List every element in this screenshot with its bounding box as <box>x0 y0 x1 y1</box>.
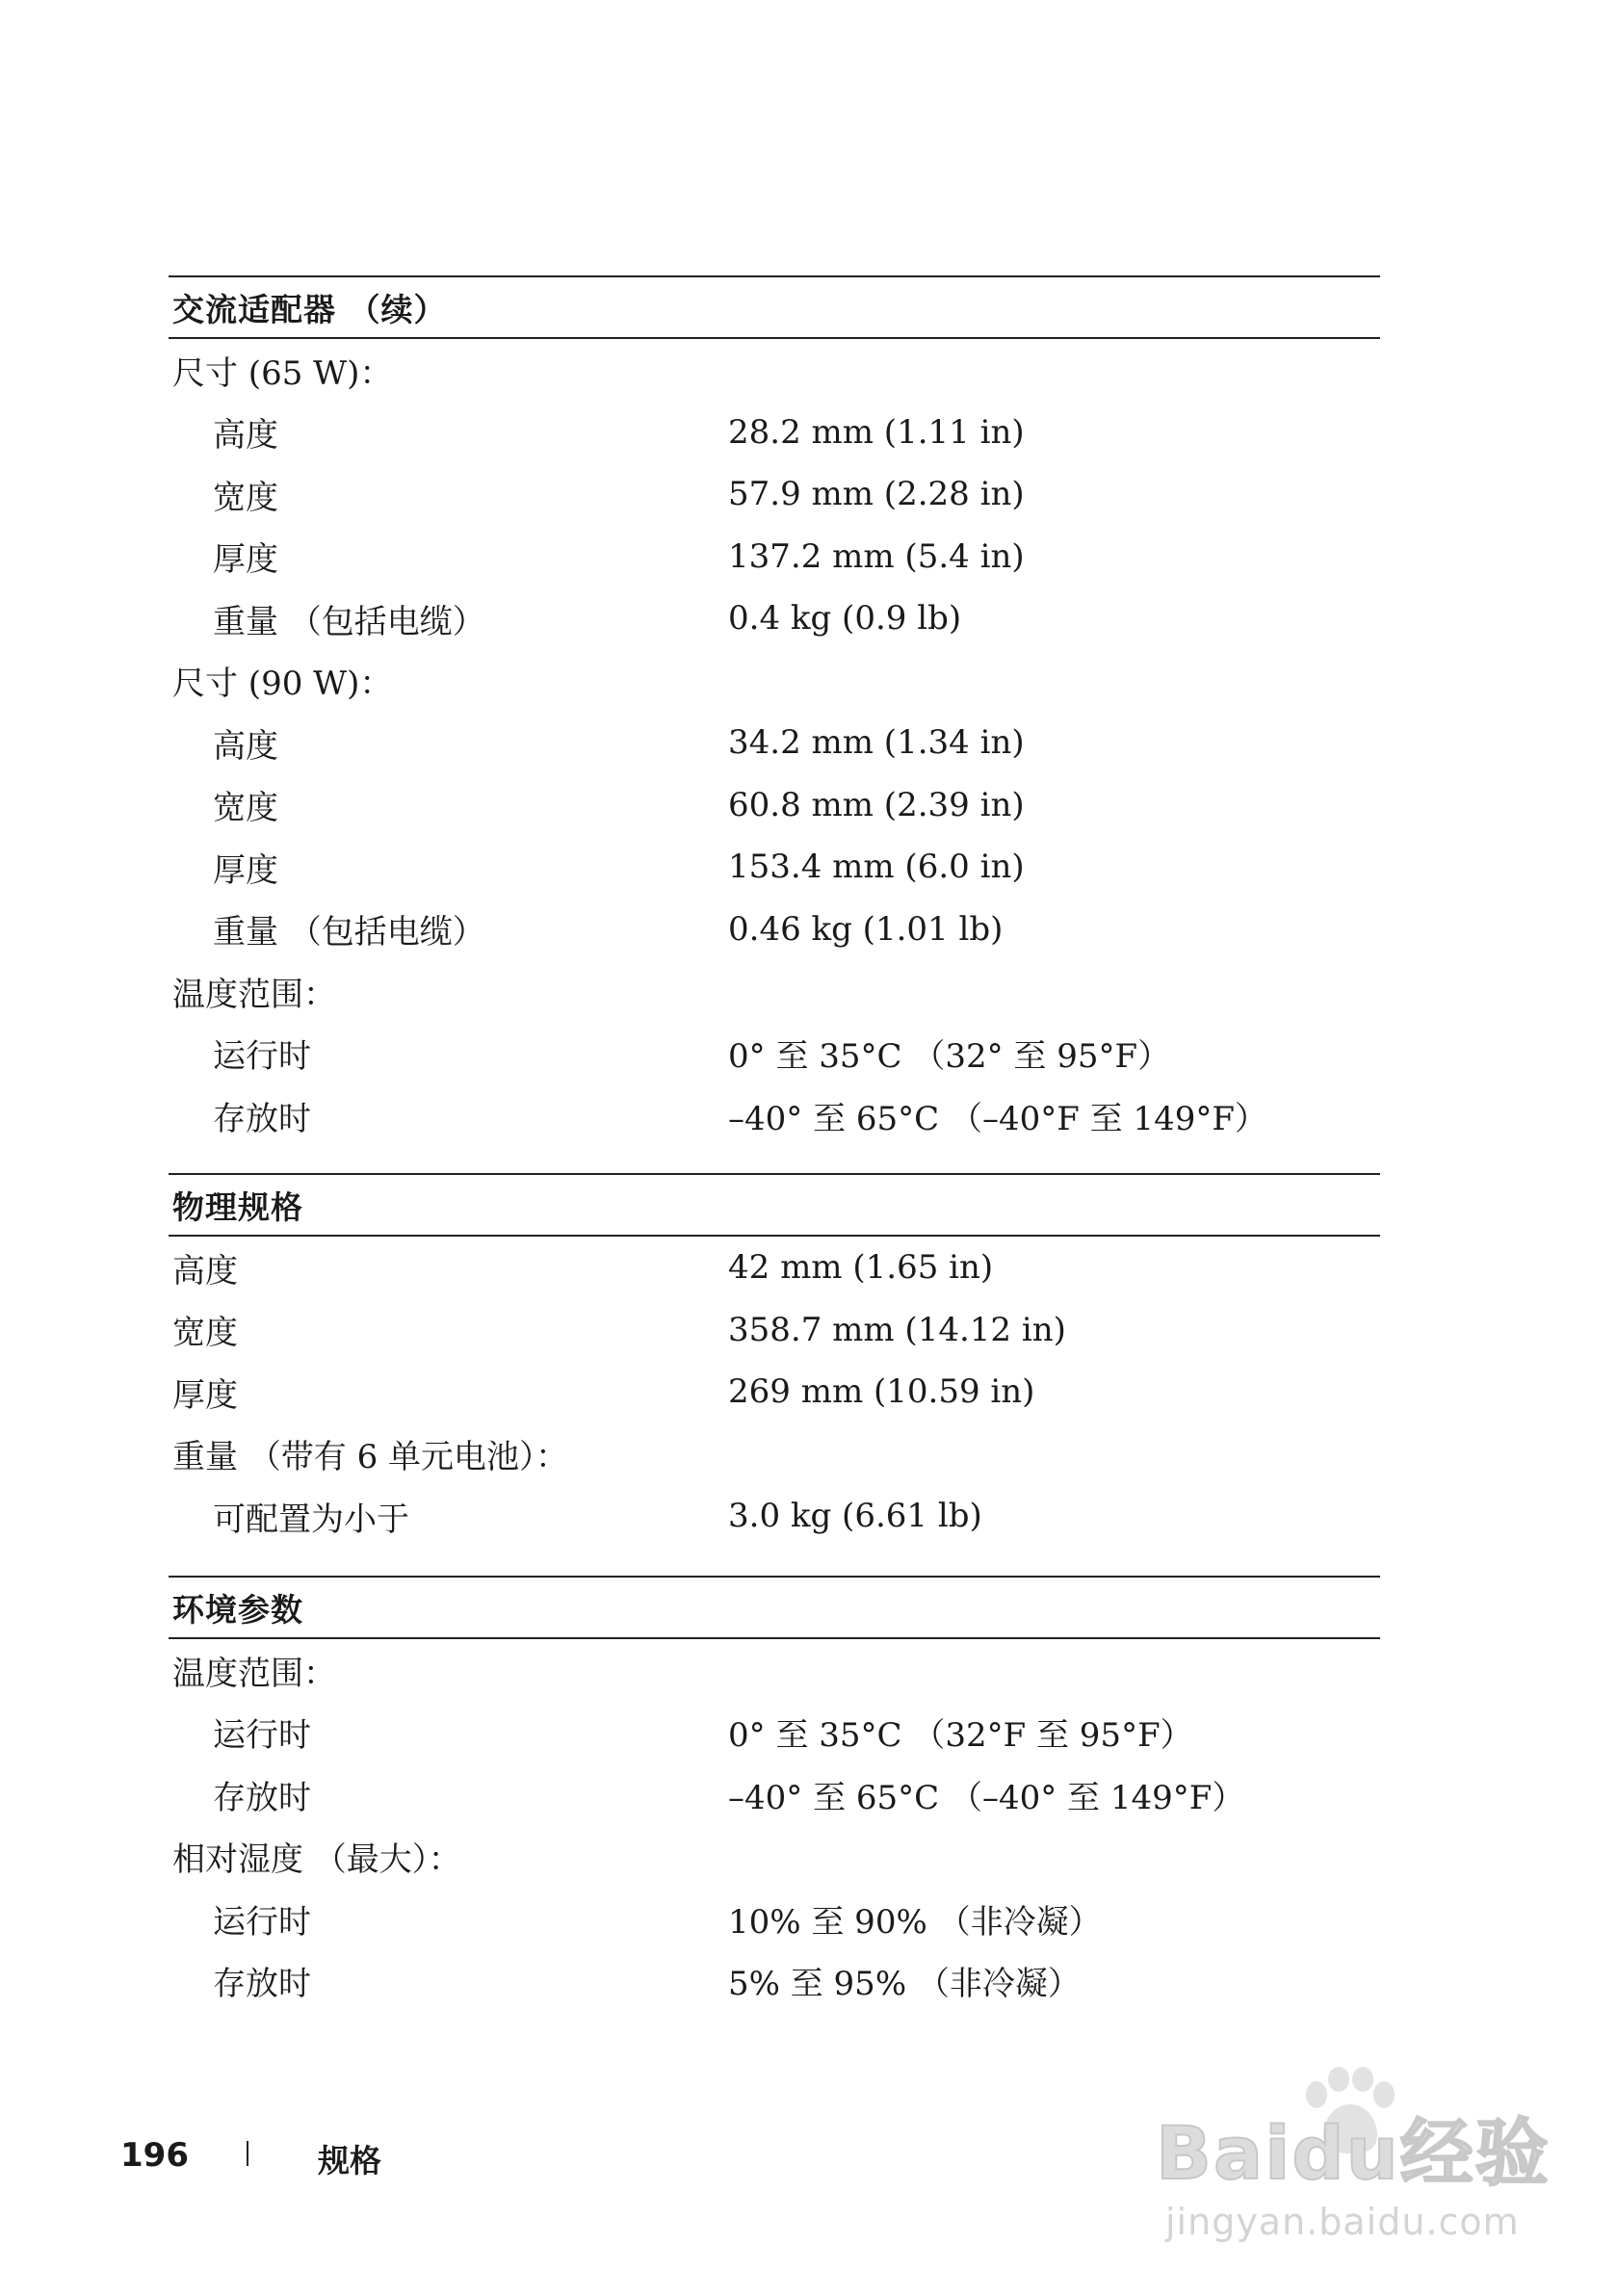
spec-label: 运行时 <box>213 1716 311 1756</box>
table-row <box>169 960 1380 1023</box>
spec-table <box>169 339 1380 1147</box>
section-title: 环境参数 <box>169 1576 1380 1639</box>
table-row <box>169 1299 1380 1362</box>
table-row <box>169 1826 1380 1889</box>
spec-value: 0.46 kg (1.01 lb) <box>728 909 1004 949</box>
table-row <box>169 339 1380 402</box>
spec-value: 34.2 mm (1.34 in) <box>728 723 1025 763</box>
spec-value: 5% 至 95% （非冷凝） <box>728 1965 1081 2004</box>
table-row <box>169 836 1380 899</box>
table-row <box>169 463 1380 526</box>
spec-label: 运行时 <box>213 1037 311 1077</box>
table-row <box>169 1237 1380 1299</box>
spec-label: 宽度 <box>213 478 278 517</box>
table-row <box>169 1485 1380 1548</box>
table-row <box>169 1950 1380 2013</box>
chapter-title: 规格 <box>318 2142 381 2179</box>
spec-label: 高度 <box>213 416 278 456</box>
footer-divider <box>247 2141 248 2166</box>
table-row <box>169 1888 1380 1950</box>
table-row <box>169 526 1380 588</box>
spec-value: 42 mm (1.65 in) <box>728 1248 994 1288</box>
spec-value: 60.8 mm (2.39 in) <box>728 785 1025 824</box>
spec-label: 重量 （包括电缆） <box>213 913 485 952</box>
section-environment <box>169 1576 1380 2012</box>
section-title: 物理规格 <box>169 1173 1380 1237</box>
spec-value: 28.2 mm (1.11 in) <box>728 412 1025 452</box>
spec-label: 可配置为小于 <box>213 1500 409 1539</box>
spec-label: 存放时 <box>213 1965 311 2004</box>
spec-value: 269 mm (10.59 in) <box>728 1372 1035 1412</box>
spec-value: 358.7 mm (14.12 in) <box>728 1310 1066 1349</box>
page-number: 196 <box>120 2136 189 2175</box>
spec-label: 高度 <box>172 1251 238 1291</box>
spec-label: 相对湿度 （最大）： <box>172 1840 461 1880</box>
spec-value: 10% 至 90% （非冷凝） <box>728 1902 1102 1942</box>
spec-label: 温度范围： <box>172 975 336 1014</box>
spec-label: 温度范围： <box>172 1654 336 1693</box>
table-row <box>169 1639 1380 1702</box>
table-row <box>169 1763 1380 1826</box>
table-row <box>169 1361 1380 1423</box>
section-ac-adapter <box>169 275 1380 1147</box>
table-row <box>169 774 1380 837</box>
spec-label: 运行时 <box>213 1902 311 1942</box>
spec-value: 3.0 kg (6.61 lb) <box>728 1497 982 1536</box>
spec-value: 153.4 mm (6.0 in) <box>728 848 1025 887</box>
table-row <box>169 1023 1380 1085</box>
spec-label: 厚度 <box>213 850 278 890</box>
spec-value: 57.9 mm (2.28 in) <box>728 475 1025 514</box>
spec-label: 重量 （包括电缆） <box>213 602 485 641</box>
spec-value: –40° 至 65°C （–40° 至 149°F） <box>728 1778 1245 1817</box>
spec-label: 宽度 <box>213 789 278 828</box>
spec-value: 0° 至 35°C （32° 至 95°F） <box>728 1037 1171 1077</box>
spec-label: 重量 （带有 6 单元电池）： <box>172 1438 569 1477</box>
section-physical <box>169 1173 1380 1548</box>
baidu-watermark <box>1146 2047 1551 2268</box>
spec-value: 0.4 kg (0.9 lb) <box>728 599 962 639</box>
watermark-url: jingyan.baidu.com <box>1165 2201 1520 2243</box>
spec-label: 厚度 <box>213 540 278 580</box>
spec-label: 宽度 <box>172 1314 238 1353</box>
table-row <box>169 1702 1380 1764</box>
spec-table <box>169 1237 1380 1548</box>
spec-label: 高度 <box>213 726 278 766</box>
table-row <box>169 1423 1380 1486</box>
spec-label: 尺寸 (90 W)： <box>172 665 393 704</box>
spec-label: 存放时 <box>213 1099 311 1138</box>
spec-value: –40° 至 65°C （–40°F 至 149°F） <box>728 1099 1267 1138</box>
table-row <box>169 712 1380 774</box>
table-row <box>169 650 1380 713</box>
table-row <box>169 899 1380 961</box>
table-row <box>169 587 1380 650</box>
table-row <box>169 1084 1380 1147</box>
spec-label: 尺寸 (65 W)： <box>172 353 393 393</box>
spec-label: 存放时 <box>213 1778 311 1817</box>
section-title: 交流适配器 （续） <box>169 275 1380 339</box>
spec-table <box>169 1639 1380 2012</box>
table-row <box>169 402 1380 464</box>
spec-value: 137.2 mm (5.4 in) <box>728 536 1025 576</box>
spec-value: 0° 至 35°C （32°F 至 95°F） <box>728 1716 1193 1756</box>
watermark-brand: Baidu经验 <box>1156 2110 1551 2196</box>
spec-label: 厚度 <box>172 1375 238 1415</box>
